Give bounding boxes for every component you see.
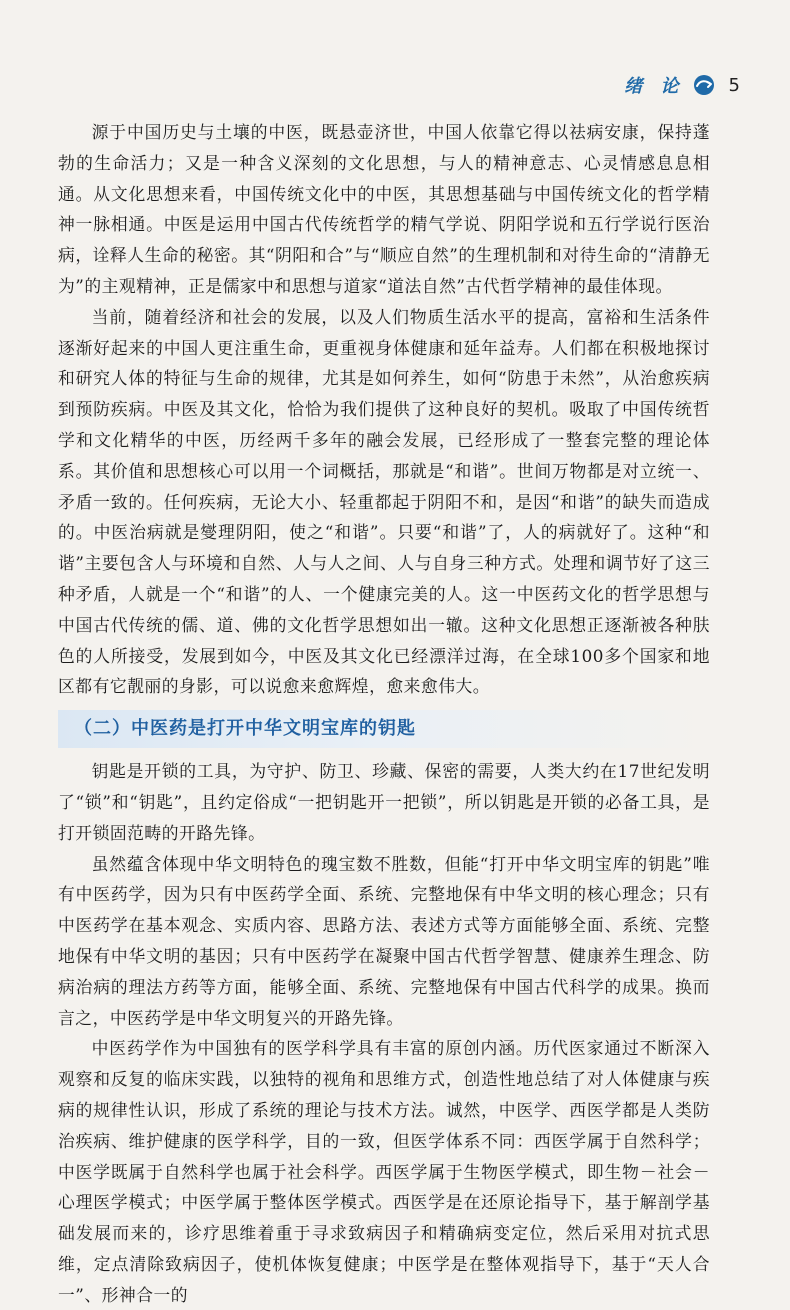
page-number: 5 [728,74,740,96]
page-body [58,117,710,1310]
chapter-arrow-icon [693,74,715,96]
body-paragraph: 钥匙是开锁的工具，为守护、防卫、珍藏、保密的需要，人类大约在17世纪发明了“锁”和“钥匙”，且约定俗成“一把钥匙开一把锁”，所以钥匙是开锁的必备工具，是打开锁固范畴的开路先锋。 [58,761,710,843]
section-heading: （二）中医药是打开中华文明宝库的钥匙 [58,710,710,748]
chapter-title: 绪 论 [624,76,685,97]
body-paragraph: 当前，随着经济和社会的发展，以及人们物质生活水平的提高，富裕和生活条件逐渐好起来的中国人更注重生命，更重视身体健康和延年益寿。人们都在积极地探讨和研究人体的特征与生命的规律，尤其是如何养生，如何“防患于未然”，从治愈疾病到预防疾病。中医及其文化，恰恰为我们提供了这种良好的契机。吸取了中国传统哲学和文化精华的中医，历经两千多年的融会发展，已经形成了一整套完整的理论体系。其价值和思想核心可以用一个词概括，那就是“和谐”。世间万物都是对立统一、矛盾一致的。任何疾病，无论大小、轻重都起于阴阳不和，是因“和谐”的缺失而造成的。中医治病就是燮理阴阳，使之“和谐”。只要“和谐”了，人的病就好了。这种“和谐”主要包含人与环境和自然、人与人之间、人与自身三种方式。处理和调节好了这三种矛盾，人就是一个“和谐”的人、一个健康完美的人。这一中医药文化的哲学思想与中国古代传统的儒、道、佛的文化哲学思想如出一辙。这种文化思想正逐渐被各种肤色的人所接受，发展到如今，中医及其文化已经漂洋过海，在全球100多个国家和地区都有它靓丽的身影，可以说愈来愈辉煌，愈来愈伟大。 [58,306,710,697]
body-paragraph: 中医药学作为中国独有的医学科学具有丰富的原创内涵。历代医家通过不断深入观察和反复的临床实践，以独特的视角和思维方式，创造性地总结了对人体健康与疾病的规律性认识，形成了系统的理论与技术方法。诚然，中医学、西医学都是人类防治疾病、维护健康的医学科学，目的一致，但医学体系不同：西医学属于自然科学；中医学既属于自然科学也属于社会科学。西医学属于生物医学模式，即生物－社会－心理医学模式；中医学属于整体医学模式。西医学是在还原论指导下，基于解剖学基础发展而来的，诊疗思维着重于寻求致病因子和精确病变定位，然后采用对抗式思维，定点清除致病因子，使机体恢复健康；中医学是在整体观指导下，基于“天人合一”、形神合一的 [58,1038,710,1305]
body-paragraph: 虽然蕴含体现中华文明特色的瑰宝数不胜数，但能“打开中华文明宝库的钥匙”唯有中医药学，因为只有中医药学全面、系统、完整地保有中华文明的核心理念；只有中医药学在基本观念、实质内容、思路方法、表述方式等方面能够全面、系统、完整地保有中华文明的基因；只有中医药学在凝聚中国古代哲学智慧、健康养生理念、防病治病的理法方药等方面，能够全面、系统、完整地保有中国古代科学的成果。换而言之，中医药学是中华文明复兴的开路先锋。 [58,853,710,1028]
body-paragraph: 源于中国历史与土壤的中医，既悬壶济世，中国人依靠它得以祛病安康，保持蓬勃的生命活力；又是一种含义深刻的文化思想，与人的精神意志、心灵情感息息相通。从文化思想来看，中国传统文化中的中医，其思想基础与中国传统文化的哲学精神一脉相通。中医是运用中国古代传统哲学的精气学说、阴阳学说和五行学说行医治病，诠释人生命的秘密。其“阴阳和合”与“顺应自然”的生理机制和对待生命的“清静无为”的主观精神，正是儒家中和思想与道家“道法自然”古代哲学精神的最佳体现。 [58,122,710,296]
page-header [624,70,740,100]
